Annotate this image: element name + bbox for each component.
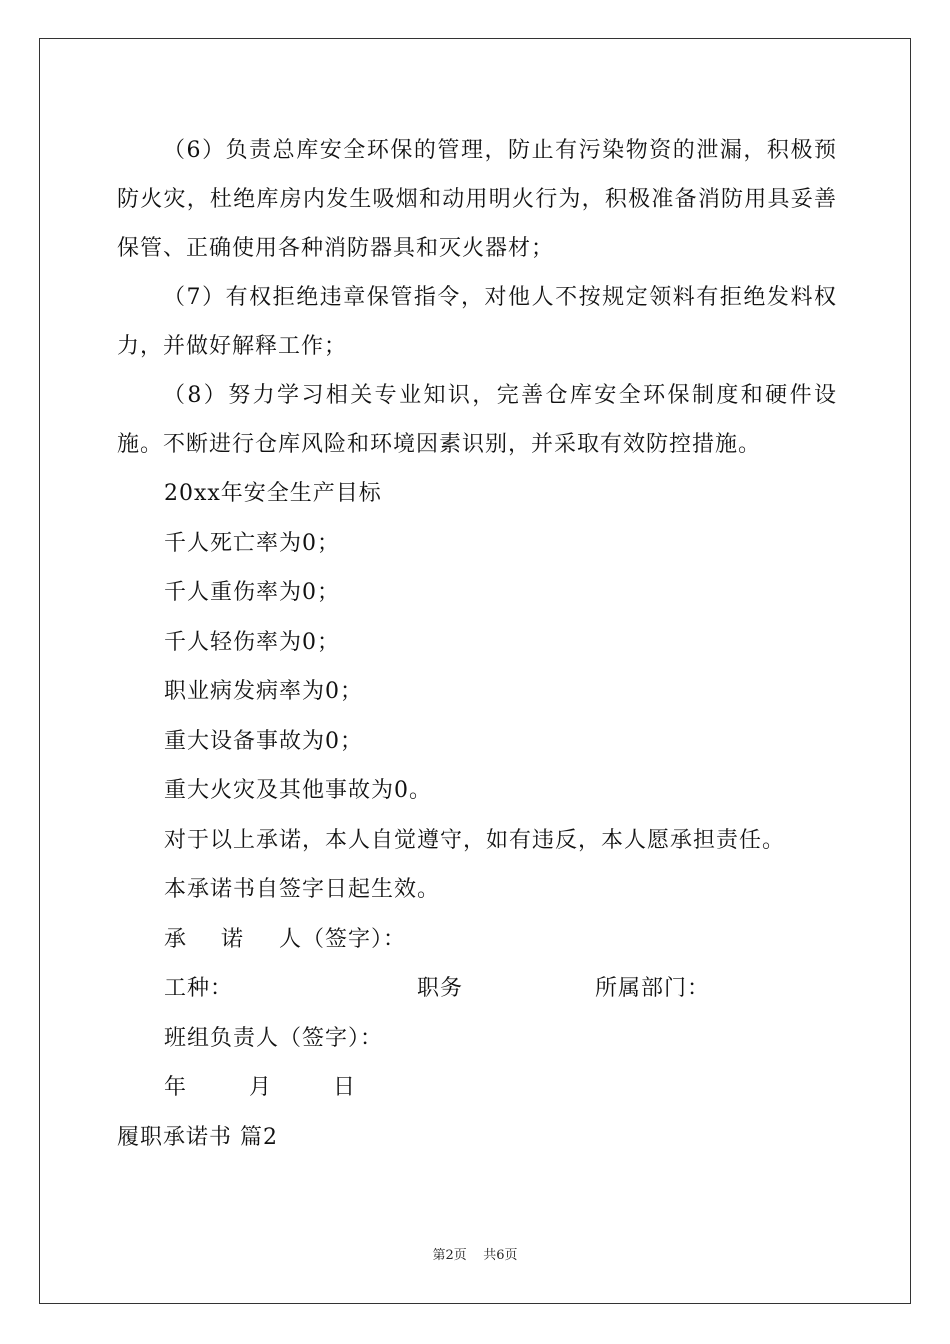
- promisor-char-2: 诺: [221, 926, 245, 952]
- paragraph-7: （7）有权拒绝违章保管指令，对他人不按规定领料有拒绝发料权力，并做好解释工作；: [117, 285, 837, 359]
- goal-item: 千人重伤率为0；: [164, 580, 340, 605]
- promisor-char-1: 承: [164, 926, 188, 952]
- goal-item: 千人轻伤率为0；: [164, 629, 340, 655]
- date-day: 日: [333, 1075, 357, 1100]
- job-info-line: [117, 964, 837, 1014]
- promisor-label-rest: 人（签字）：: [279, 926, 407, 952]
- department-label: 所属部门：: [595, 976, 711, 1001]
- effective-statement: 本承诺书自签字日起生效。: [164, 877, 441, 902]
- team-leader-line: [117, 1014, 837, 1064]
- page-number: 第2页: [432, 1248, 467, 1263]
- promisor-signature-line: [117, 915, 837, 965]
- date-year: 年: [164, 1075, 188, 1100]
- goal-item: 重大火灾及其他事故为0。: [164, 778, 432, 803]
- position-label: 职务: [417, 976, 464, 1001]
- job-type-label: 工种：: [164, 976, 234, 1001]
- goal-item: 职业病发病率为0；: [164, 679, 363, 704]
- next-section-title: 履职承诺书 篇2: [117, 1124, 278, 1150]
- date-line: [117, 1063, 837, 1113]
- goal-item: 重大设备事故为0；: [164, 728, 363, 754]
- paragraph-6: （6）负责总库安全环保的管理，防止有污染物资的泄漏，积极预防火灾，杜绝库房内发生吸烟和动用明火行为，积极准备消防用具妥善保管、正确使用各种消防器具和灭火器材；: [117, 138, 837, 261]
- team-leader-label: 班组负责人（签字）：: [164, 1025, 384, 1051]
- date-month: 月: [249, 1075, 273, 1100]
- paragraph-8: （8）努力学习相关专业知识，完善仓库安全环保制度和硬件设施。不断进行仓库风险和环境因素识别，并采取有效防控措施。: [117, 383, 837, 457]
- goals-title: 20xx年安全生产目标: [164, 481, 382, 506]
- document-body: [117, 126, 837, 1162]
- goal-item: 千人死亡率为0；: [164, 530, 340, 556]
- page-footer: [0, 1248, 950, 1264]
- commitment-statement: 对于以上承诺，本人自觉遵守，如有违反，本人愿承担责任。: [164, 827, 786, 853]
- page-total: 共6页: [483, 1248, 518, 1263]
